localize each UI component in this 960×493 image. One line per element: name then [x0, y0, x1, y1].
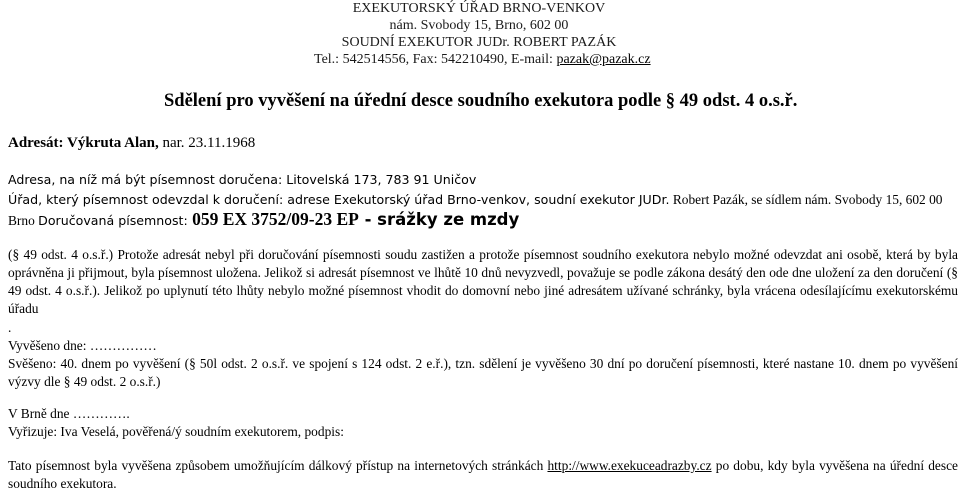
paragraph-text: Protože adresát nebyl při doručování písemnosti soudu zastižen a protože písemnost soudního exekutora nebylo možné odevzdat ani osobě, která by byla oprávněna ji přijmout, byla písemnost uložena. Jelikož si adresát písemnost ve lhůtě 10 dnů nevyzvedl, považuje se podle zákona desátý den ode dne uložení za den doručení (§ 49 odst. 4 o.s.ř.). Jelikož po uplynutí této lhůty nebylo možné písemnost vhodit do domovní nebo jiné adresátem užívané schránky, byla vrácena odesílajícímu exekutorskému úřadu	[8, 247, 958, 316]
addressee-name: Adresát: Výkruta Alan,	[8, 135, 159, 151]
document-line	[8, 208, 958, 232]
posted-date: Vyvěšeno dne: ……………	[8, 338, 157, 353]
delivery-address-text: Adresa, na níž má být písemnost doručena: Litovelská 173, 783 91 Uničov	[8, 172, 477, 187]
delivery-address	[8, 171, 958, 189]
footer-prefix: Tato písemnost byla vyvěšena způsobem umožňujícím dálkový přístup na internetových stránkách	[8, 458, 548, 473]
document-label: Doručovaná písemnost:	[38, 213, 188, 228]
office-line-serif: Robert Pazák, se sídlem nám. Svobody 15, 602 00	[669, 192, 943, 207]
removal-info: Svěšeno: 40. dnem po vyvěšení (§ 50l odst. 2 o.s.ř. ve spojení s 124 odst. 2 e.ř.), tzn. sdělení je vyvěšeno 30 dní po doručení písemnosti, které nastane 10. dnem po vyvěšení výzvy dle § 49 odst. 2 o.s.ř.)	[8, 356, 958, 389]
document-type: - srážky ze mzdy	[358, 210, 520, 229]
city: Brno	[8, 213, 39, 228]
footer-suffix: po dobu, kdy byla vyvěšena na úřední desce soudního exekutora.	[8, 458, 958, 491]
document-number: 059 EX 3752/09-23 EP	[187, 209, 359, 229]
handled-by: Vyřizuje: Iva Veselá, pověřená/ý soudním exekutorem, podpis:	[8, 424, 344, 439]
place-date: V Brně dne ………….	[8, 406, 130, 421]
footer-note	[8, 457, 958, 493]
contact-line	[314, 51, 651, 68]
addressee-line	[8, 135, 255, 152]
office-address: nám. Svobody 15, Brno, 602 00	[389, 18, 569, 33]
addressee-birth: nar. 23.11.1968	[158, 135, 256, 151]
notice-title: Sdělení pro vyvěšení na úřední desce soudního exekutora podle § 49 odst. 4 o.s.ř.	[164, 91, 798, 111]
executor-name: SOUDNÍ EXEKUTOR JUDr. ROBERT PAZÁK	[341, 35, 617, 50]
contact-phone-fax: Tel.: 542514556, Fax: 542210490, E-mail:	[314, 52, 557, 67]
website-link[interactable]: http://www.exekuceadrazby.cz	[547, 458, 712, 473]
notice-paragraph	[8, 246, 958, 318]
paragraph-ref: (§ 49 odst. 4 o.s.ř.)	[8, 247, 114, 262]
office-name: EXEKUTORSKÝ ÚŘAD BRNO-VENKOV	[352, 1, 606, 16]
office-line-sans: Úřad, který písemnost odevzdal k doručení: adrese Exekutorský úřad Brno-venkov, soudní exekutor JUDr.	[8, 192, 670, 207]
separator-dot: .	[8, 320, 12, 335]
email-link[interactable]: pazak@pazak.cz	[556, 52, 651, 67]
office-line	[8, 191, 958, 209]
